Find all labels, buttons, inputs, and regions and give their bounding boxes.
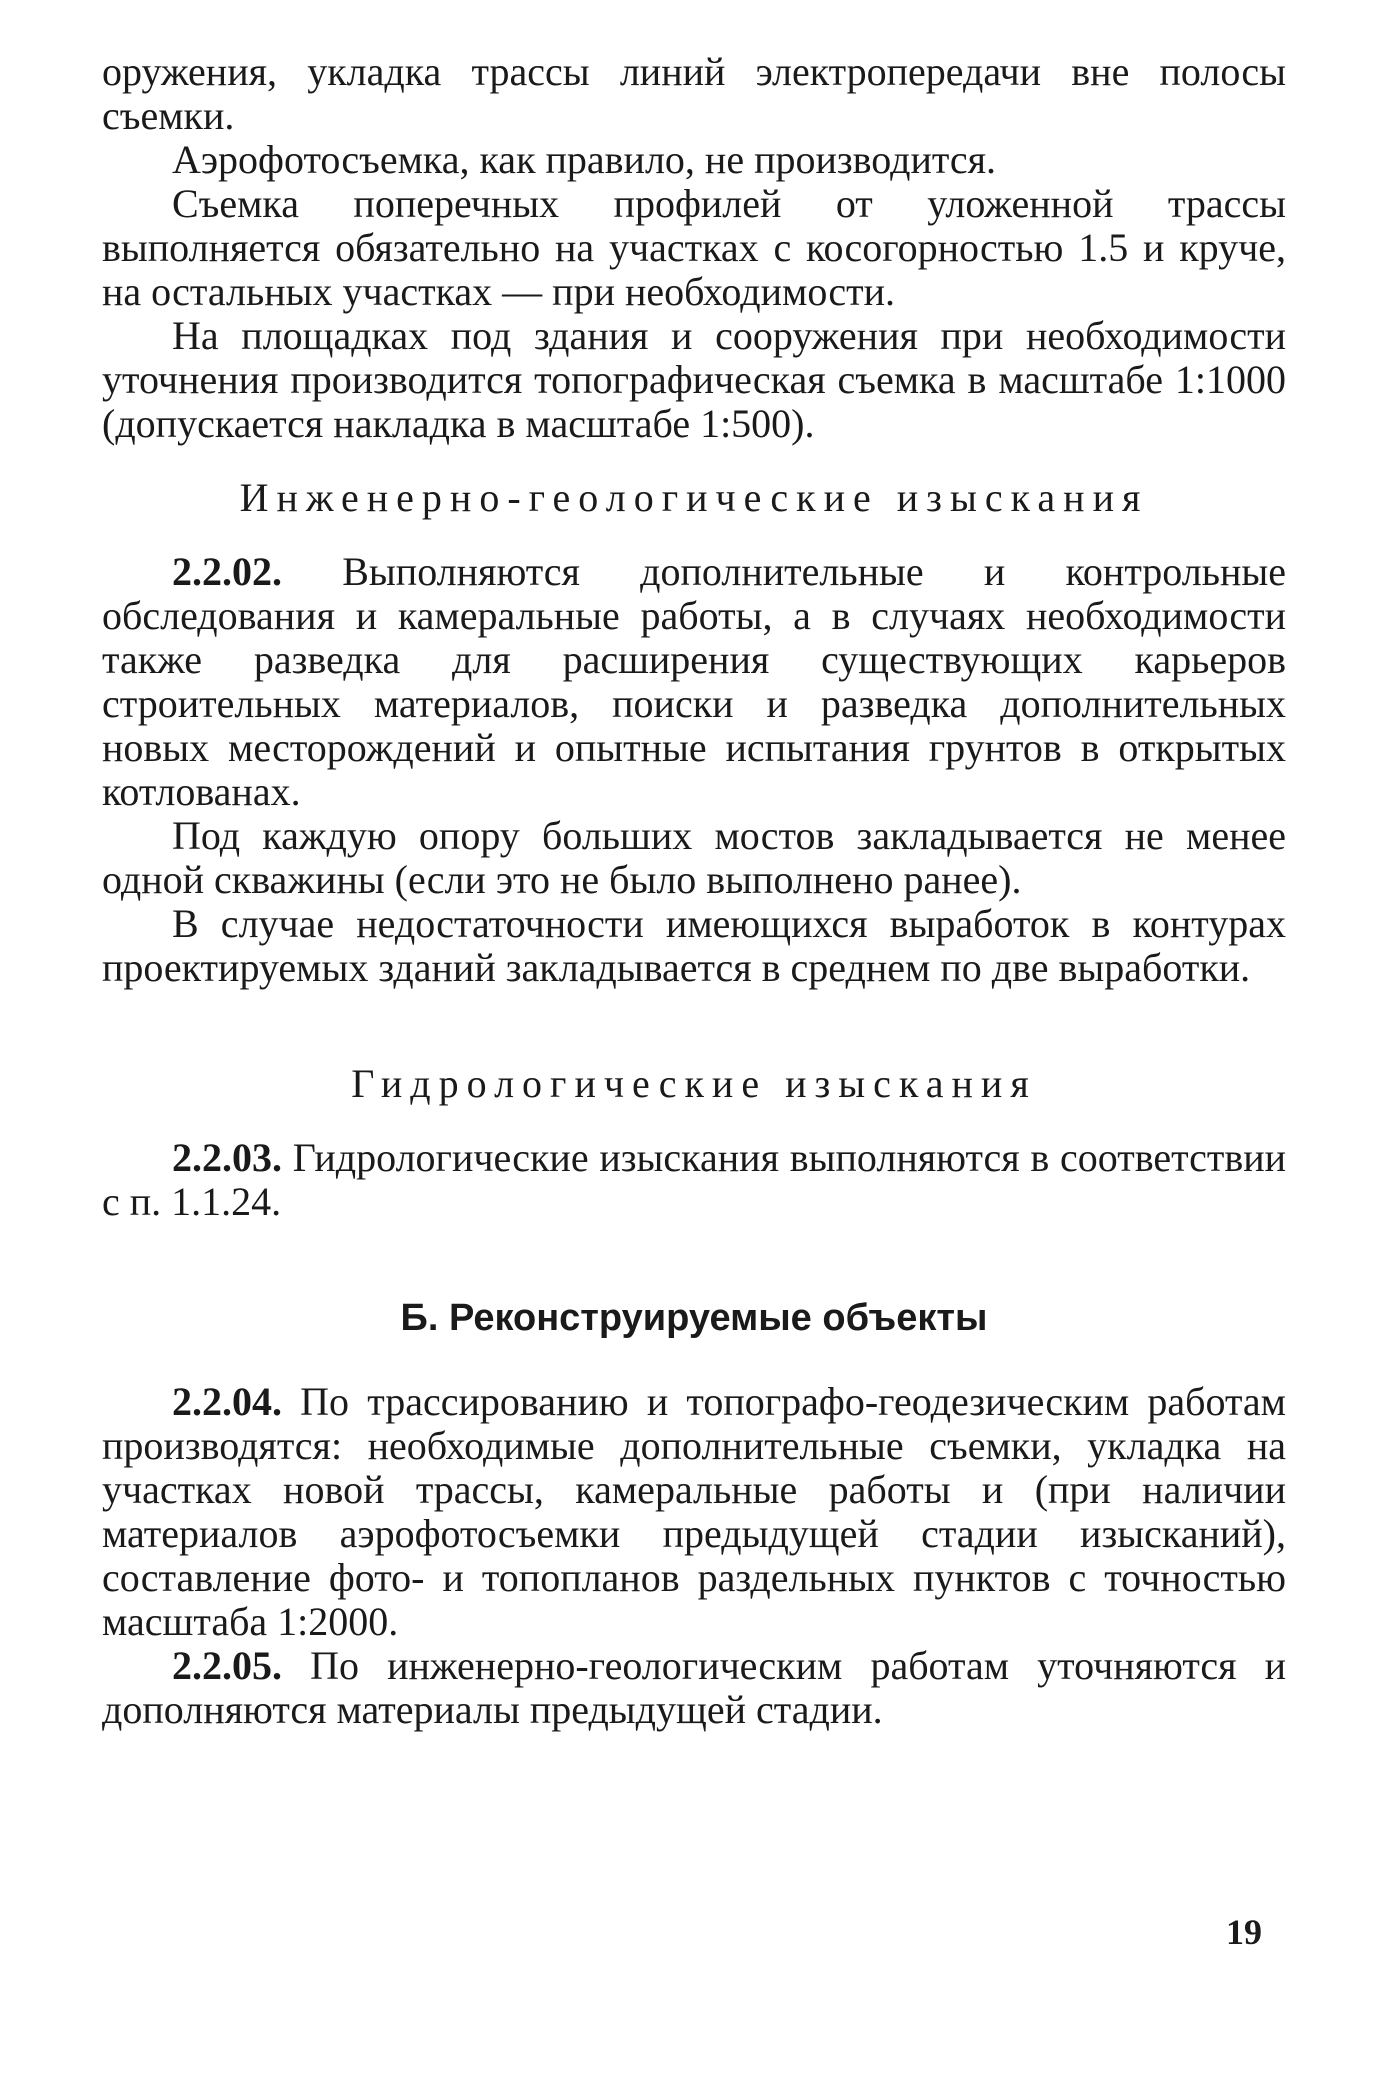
item-text: Выполняются дополнительные и контрольные обследования и камеральные работы, а в случаях необходимости также разведка для расширения существующих карьеров строительных материалов, поиски и разведка дополнительных новых месторождений и опытные испытания грунтов в открытых котлованах. (102, 549, 1287, 814)
paragraph-building-sites: На площадках под здания и сооружения при необходимости уточнения производится топографическая съемка в масштабе 1:1000 (допускается накладка в масштабе 1:500). (102, 313, 1286, 446)
paragraph-cross-profiles: Съемка поперечных профилей от уложенной трассы выполняется обязательно на участках с косогорностью 1.5 и круче, на остальных участках — при необходимости. (102, 181, 1286, 314)
section-heading-reconstruction: Б. Реконструируемые объекты (400, 1297, 988, 1339)
paragraph-continued: оружения, укладка трассы линий электропередачи вне полосы съемки. (102, 49, 1286, 138)
item-2-2-02 (102, 550, 1286, 814)
paragraph-workings: В случае недостаточности имеющихся выработок в контурах проектируемых зданий закладывается в среднем по две выработки. (102, 901, 1286, 990)
paragraph-bridge-supports: Под каждую опору больших мостов закладывается не менее одной скважины (если это не было выполнено ранее). (102, 813, 1286, 902)
paragraph-aerial-survey: Аэрофотосъемка, как правило, не производится. (172, 137, 997, 182)
item-2-2-05 (102, 1644, 1286, 1732)
item-number: 2.2.03. (172, 1135, 282, 1180)
section-heading-hydrology: Гидрологические изыскания (351, 1061, 1037, 1106)
item-number: 2.2.04. (172, 1379, 282, 1424)
item-number: 2.2.02. (172, 549, 282, 594)
item-text: Гидрологические изыскания выполняются в соответствии с п. 1.1.24. (102, 1135, 1287, 1224)
section-heading-geology: Инженерно-геологические изыскания (239, 475, 1149, 520)
item-2-2-03 (102, 1136, 1286, 1224)
item-number: 2.2.05. (172, 1643, 282, 1688)
item-2-2-04 (102, 1380, 1286, 1644)
page-number: 19 (1226, 1912, 1262, 1952)
item-text: По инженерно-геологическим работам уточняются и дополняются материалы предыдущей стадии. (102, 1643, 1287, 1732)
item-text: По трассированию и топографо-геодезическим работам производятся: необходимые дополнительные съемки, укладка на участках новой трассы, камеральные работы и (при наличии материалов аэрофотосъемки предыдущей стадии изысканий), составление фото- и топопланов раздельных пунктов с точностью масштаба 1:2000. (102, 1379, 1286, 1644)
spacer (102, 990, 1286, 1032)
